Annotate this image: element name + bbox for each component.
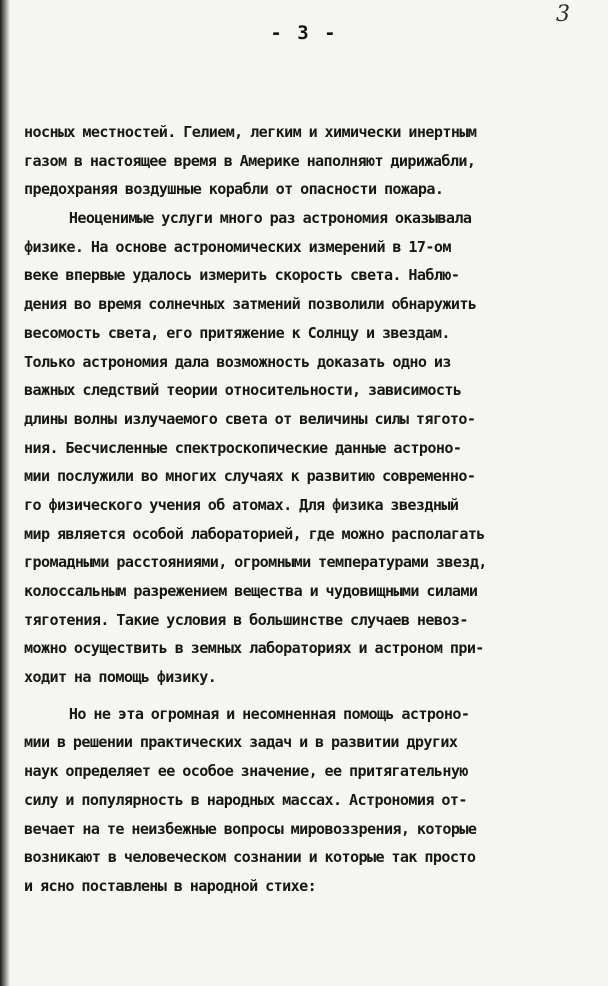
text-line: можно осуществить в земных лабораториях и астроном при- <box>24 639 484 658</box>
body-text <box>24 118 602 901</box>
text-line: важных следствий теории относительности, зависимость <box>24 381 462 400</box>
text-line: дения во время солнечных затмений позволили обнаружить <box>24 295 477 314</box>
text-line: мир является особой лабораторией, где можно располагать <box>24 524 485 543</box>
text-line: силу и популярность в народных массах. Астрономия от- <box>24 790 467 809</box>
text-line: Только астрономия дала возможность доказать одно из <box>24 352 451 371</box>
text-line: возникают в человеческом сознании и которые так просто <box>24 848 476 867</box>
text-line: весомость света, его притяжение к Солнцу и звездам. <box>24 323 450 342</box>
page-number: - 3 - <box>270 22 338 44</box>
text-line: газом в настоящее время в Америке наполняют дирижабли, <box>24 151 476 170</box>
text-line: ния. Бесчисленные спектроскопические данные астроно- <box>24 438 462 457</box>
paragraph-3 <box>24 700 602 901</box>
text-line: тяготения. Такие условия в большинстве случаев невоз- <box>24 610 468 629</box>
text-line: наук определяет ее особое значение, ее притягательную <box>24 762 468 781</box>
text-line: громадными расстояниями, огромными температурами звезд, <box>24 553 487 572</box>
handwritten-page-mark: 3 <box>556 2 570 27</box>
text-line: го физического учения об атомах. Для физика звездный <box>24 495 459 514</box>
text-line: мии в решении практических задач и в развитии других <box>24 733 458 752</box>
paragraph-2 <box>24 204 602 692</box>
text-line: мии послужили во многих случаях к развитию современно- <box>24 467 476 486</box>
text-line: носных местностей. Гелием, легким и химически инертным <box>24 123 477 141</box>
text-line: колоссальным разрежением вещества и чудовищными силами <box>24 582 478 600</box>
paragraph-gap <box>24 692 602 700</box>
text-line: Неоценимые услуги много раз астрономия оказывала <box>24 209 472 228</box>
scan-edge-shadow <box>0 0 10 986</box>
text-line: Но не эта огромная и несомненная помощь астроно- <box>24 704 470 723</box>
text-line: вечает на те неизбежные вопросы мировоззрения, которые <box>24 819 477 838</box>
text-line: физике. На основе астрономических измерений в 17-ом <box>24 237 451 256</box>
text-line: длины волны излучаемого света от величины силы тягото- <box>24 409 476 428</box>
text-line: предохраняя воздушные корабли от опасности пожара. <box>24 180 444 199</box>
text-line: веке впервые удалось измерить скорость света. Наблю- <box>24 266 460 285</box>
text-line: ходит на помощь физику. <box>24 668 217 687</box>
paragraph-1 <box>24 118 602 204</box>
text-line: и ясно поставлены в народной стихе: <box>24 876 317 895</box>
